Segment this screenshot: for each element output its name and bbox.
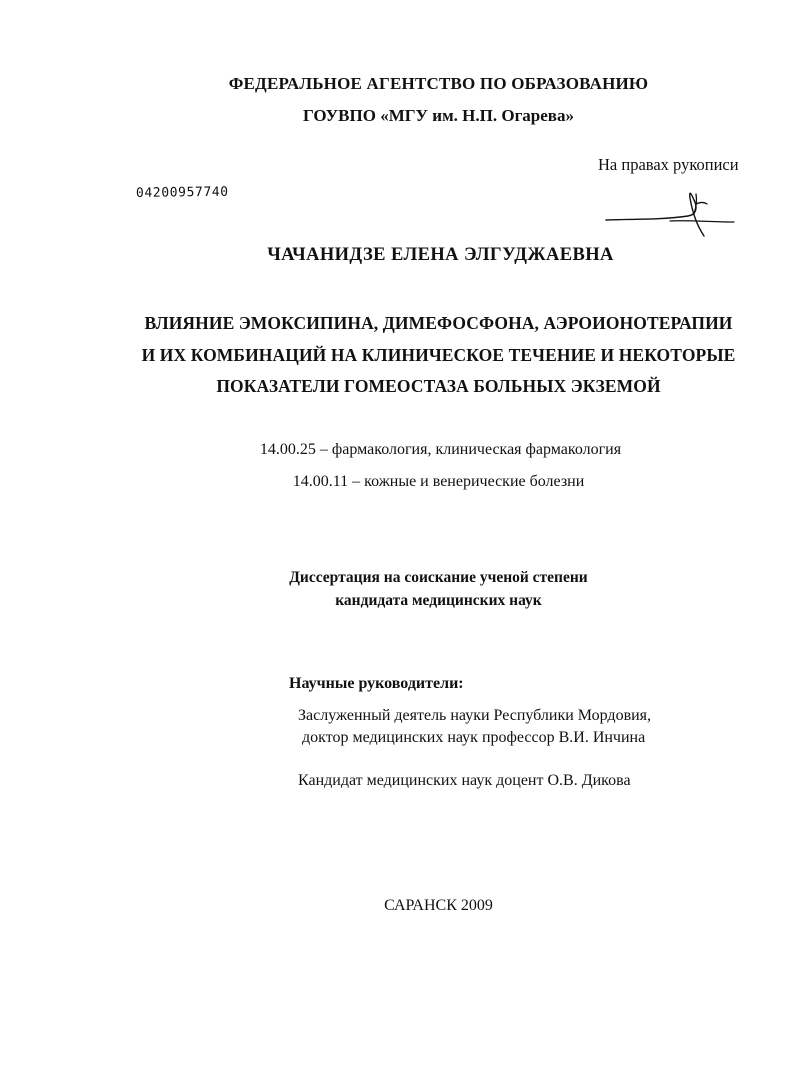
- degree-statement: кандидата медицинских наук: [335, 592, 542, 609]
- degree-statement: Диссертация на соискание ученой степени: [289, 569, 588, 586]
- catalog-code: 04200957740: [135, 184, 229, 201]
- supervisor-second: Кандидат медицинских наук доцент О.В. Дикова: [298, 772, 631, 789]
- specialty-code: 14.00.25 – фармакология, клиническая фармакология: [259, 441, 622, 458]
- supervisor-first: Заслуженный деятель науки Республики Мордовия,: [298, 707, 652, 724]
- university-name: ГОУВПО «МГУ им. Н.П. Огарева»: [303, 106, 574, 125]
- city-year: САРАНСК 2009: [384, 897, 493, 914]
- supervisor-first: доктор медицинских наук профессор В.И. Инчина: [302, 729, 646, 746]
- agency-name: ФЕДЕРАЛЬНОЕ АГЕНТСТВО ПО ОБРАЗОВАНИЮ: [228, 74, 649, 93]
- thesis-title-line: ВЛИЯНИЕ ЭМОКСИПИНА, ДИМЕФОСФОНА, АЭРОИОНОТЕРАПИИ: [144, 313, 733, 333]
- thesis-title-line: И ИХ КОМБИНАЦИЙ НА КЛИНИЧЕСКОЕ ТЕЧЕНИЕ И НЕКОТОРЫЕ: [141, 345, 736, 365]
- author-name: ЧАЧАНИДЗЕ ЕЛЕНА ЭЛГУДЖАЕВНА: [267, 245, 614, 265]
- handwritten-signature: [600, 180, 736, 240]
- manuscript-rights-note: На правах рукописи: [598, 155, 739, 174]
- specialty-code: 14.00.11 – кожные и венерические болезни: [292, 473, 585, 490]
- thesis-title-line: ПОКАЗАТЕЛИ ГОМЕОСТАЗА БОЛЬНЫХ ЭКЗЕМОЙ: [216, 376, 661, 396]
- supervisors-heading: Научные руководители:: [289, 675, 464, 692]
